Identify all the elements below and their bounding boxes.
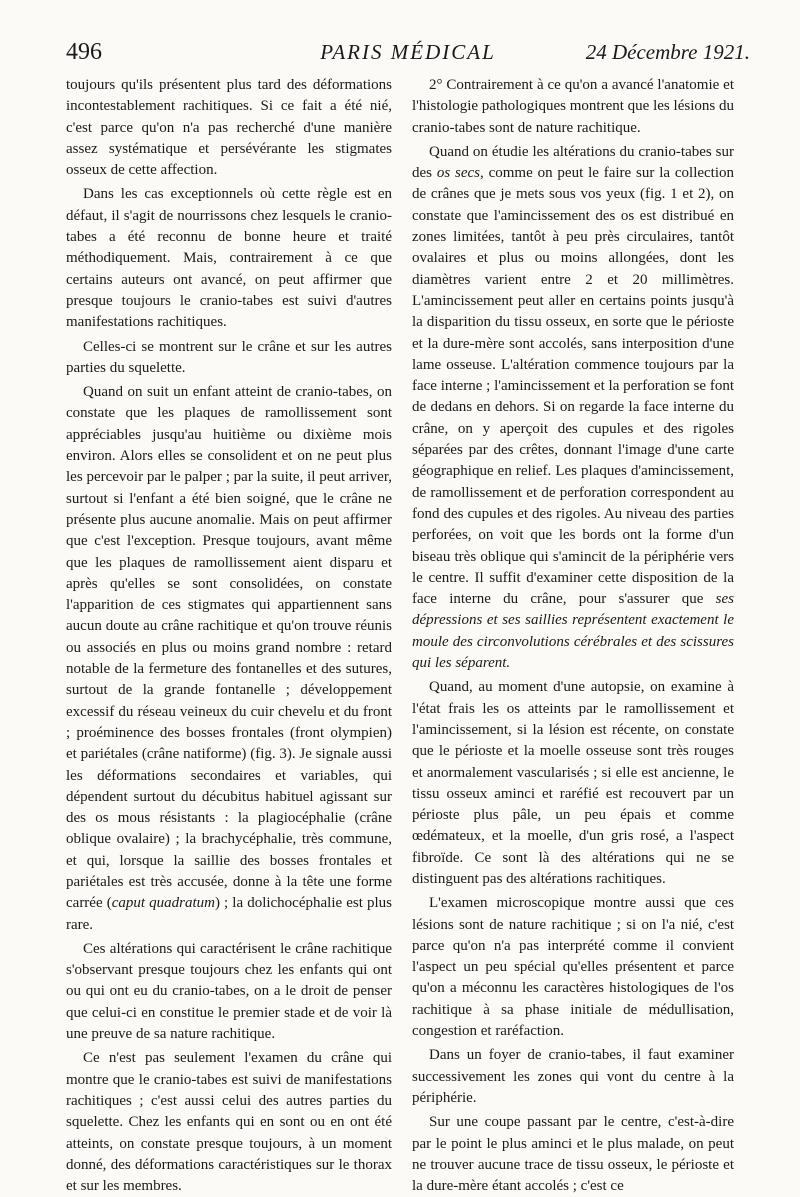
- italic-text: os secs: [436, 165, 481, 182]
- paragraph: [66, 382, 392, 936]
- paragraph: [412, 677, 734, 890]
- paragraph-text: Ce n'est pas seulement l'examen du crâne qui montre que le cranio-tabes est suivi de manifestations rachitiques ; c'est aussi celui des autres parties du squelette. Chez les enfants qui en sont ou en ont été atteints, on constate presque toujours, à un moment donné, des déformations caractéristiques sur le thorax et sur les membres.: [66, 1050, 392, 1195]
- paragraph: [66, 184, 392, 333]
- paragraph: [412, 893, 734, 1042]
- paragraph-text: Quand, au moment d'une autopsie, on examine à l'état frais les os atteints par le ramollissement et l'amincissement, si la lésion est récente, on constate que le périoste et la moelle osseuse sont très rouges et anormalement vascularisés ; si elle est ancienne, le tissu osseux aminci et raréfié est recouvert par un périoste plus pâle, un peu épais et comme œdémateux, et la moelle, d'un gris rosé, a l'aspect fibroïde. Ce sont là des altérations qui ne se distinguent pas des altérations rachitiques.: [412, 679, 734, 887]
- paragraph-text: Celles-ci se montrent sur le crâne et sur les autres parties du squelette.: [66, 338, 392, 376]
- paragraph-text: 2° Contrairement à ce qu'on a avancé l'anatomie et l'histologie pathologiques montrent que les lésions du cranio-tabes sont de nature rachitique.: [412, 77, 734, 136]
- journal-title: PARIS MÉDICAL: [320, 40, 496, 64]
- paragraph: [66, 939, 392, 1045]
- paragraph: [412, 1045, 734, 1109]
- paragraph-text: toujours qu'ils présentent plus tard des déformations incontestablement rachitiques. Si ce fait a été nié, c'est parce qu'on n'a pas recherché d'une manière assez systématique et persévérante les stigmates osseux de cette affection.: [66, 77, 392, 179]
- paragraph: [66, 1048, 392, 1197]
- paragraph-text: L'examen microscopique montre aussi que ces lésions sont de nature rachitique ; si on l'a nié, c'est parce qu'on n'a pas interprété comme il convient l'aspect un peu spécial qu'elles présentent et parce qu'on a méconnu les caractères histologiques de l'os rachitique à sa phase initiale de médullisation, congestion et raréfaction.: [412, 895, 734, 1040]
- italic-text: caput quadratum: [111, 895, 215, 912]
- paragraph: [66, 337, 392, 380]
- left-column: [66, 75, 392, 1197]
- paragraph: [412, 75, 734, 139]
- paragraph: [66, 75, 392, 181]
- paragraph: [412, 142, 734, 674]
- right-column: [412, 75, 734, 1197]
- paragraph-text: Ces altérations qui caractérisent le crâne rachitique s'observant presque toujours chez les enfants qui ont ou qui ont eu du cranio-tabes, on a le droit de penser que celui-ci en constitue le premier stade et de voir là une preuve de sa nature rachitique.: [66, 940, 392, 1043]
- paragraph: [412, 1112, 734, 1197]
- paragraph-text: , comme on peut le faire sur la collection de crânes que je mets sous vos yeux (fig. 1 et 2), on constate que l'amincissement des os est distribué en zones limitées, tantôt à peu près circulaires, tantôt ovalaires et plus ou moins allongées, dont les diamètres varient entre 2 et 20 millimètres. L'amincissement peut aller en certains points jusqu'à la disparition du tissu osseux, en sorte que le périoste et la dure-mère sont accolés, sans interposition d'une lame osseuse. L'altération commence toujours par la face interne ; l'amincissement et la perforation se font de dedans en dehors. Si on regarde la face interne du crâne, on y aperçoit des cupules et des rigoles séparées par des crêtes, donnant l'image d'une carte géographique en relief. Les plaques d'amincissement, de ramollissement et de perforation correspondent au fond des cupules et des rigoles. Au niveau des parties perforées, on voit que les bords ont la forme d'un biseau très oblique qui s'amincit de la périphérie vers le centre. Il suffit d'examiner cette disposition de la face interne du crâne, pour s'assurer que: [412, 165, 735, 608]
- paragraph-text: Sur une coupe passant par le centre, c'est-à-dire par le point le plus aminci et le plus malade, on peut ne trouver aucune trace de tissu osseux, le périoste et la dure-mère étant accolés ; c'est ce: [412, 1114, 734, 1195]
- italic-text: ses dépressions et ses saillies représentent exactement le moule des circonvolutions cérébrales et des scissures qui les séparent.: [412, 591, 734, 672]
- paragraph-text: Quand on étudie les altérations du cranio-tabes sur des: [412, 143, 734, 182]
- paragraph-text: Quand on suit un enfant atteint de cranio-tabes, on constate que les plaques de ramollissement sont appréciables jusqu'au huitième ou dixième mois environ. Alors elles se consolident et on ne peut plus les percevoir par le palper ; par la suite, il peut arriver, surtout si l'enfant a été bien soigné, que le crâne ne présente plus aucune anomalie. Mais on peut affirmer que c'est l'exception. Presque toujours, avant même que les plaques de ramollissement aient disparu et après qu'elles se sont consolidées, on constate l'apparition de ces stigmates qui appartiennent sans aucun doute au crâne rachitique et qu'on trouve réunis ou associés en plus ou moins grand nombre : retard notable de la fermeture des fontanelles et des sutures, surtout de la grande fontanelle ; développement excessif du réseau veineux du cuir chevelu et du front ; proéminence des bosses frontales (front olympien) et pariétales (crâne natiforme) (fig. 3). Je signale aussi les déformations secondaires et variables, qui dépendent surtout du décubitus habituel agissant sur des os mous résistants : la plagiocéphalie (crâne oblique ovalaire) ; la brachycéphalie, très commune, et qui, lorsque la saillie des bosses frontales et pariétales est très accusée, donne à la tête une forme carrée (: [66, 384, 392, 912]
- paragraph-text: Dans les cas exceptionnels où cette règle est en défaut, il s'agit de nourrissons chez lesquels le cranio-tabes a été reconnu de bonne heure et traité méthodiquement. Mais, contrairement à ce que certains auteurs ont avancé, on peut affirmer que presque toujours le cranio-tabes est suivi d'autres manifestations rachitiques.: [66, 186, 392, 331]
- paragraph-text: Dans un foyer de cranio-tabes, il faut examiner successivement les zones qui vont du centre à la périphérie.: [412, 1047, 734, 1106]
- running-header: [66, 36, 750, 68]
- page-number: 496: [66, 39, 102, 65]
- issue-date: 24 Décembre 1921.: [585, 40, 750, 64]
- paragraph-text: ) ; la dolichocéphalie est plus rare.: [66, 895, 392, 933]
